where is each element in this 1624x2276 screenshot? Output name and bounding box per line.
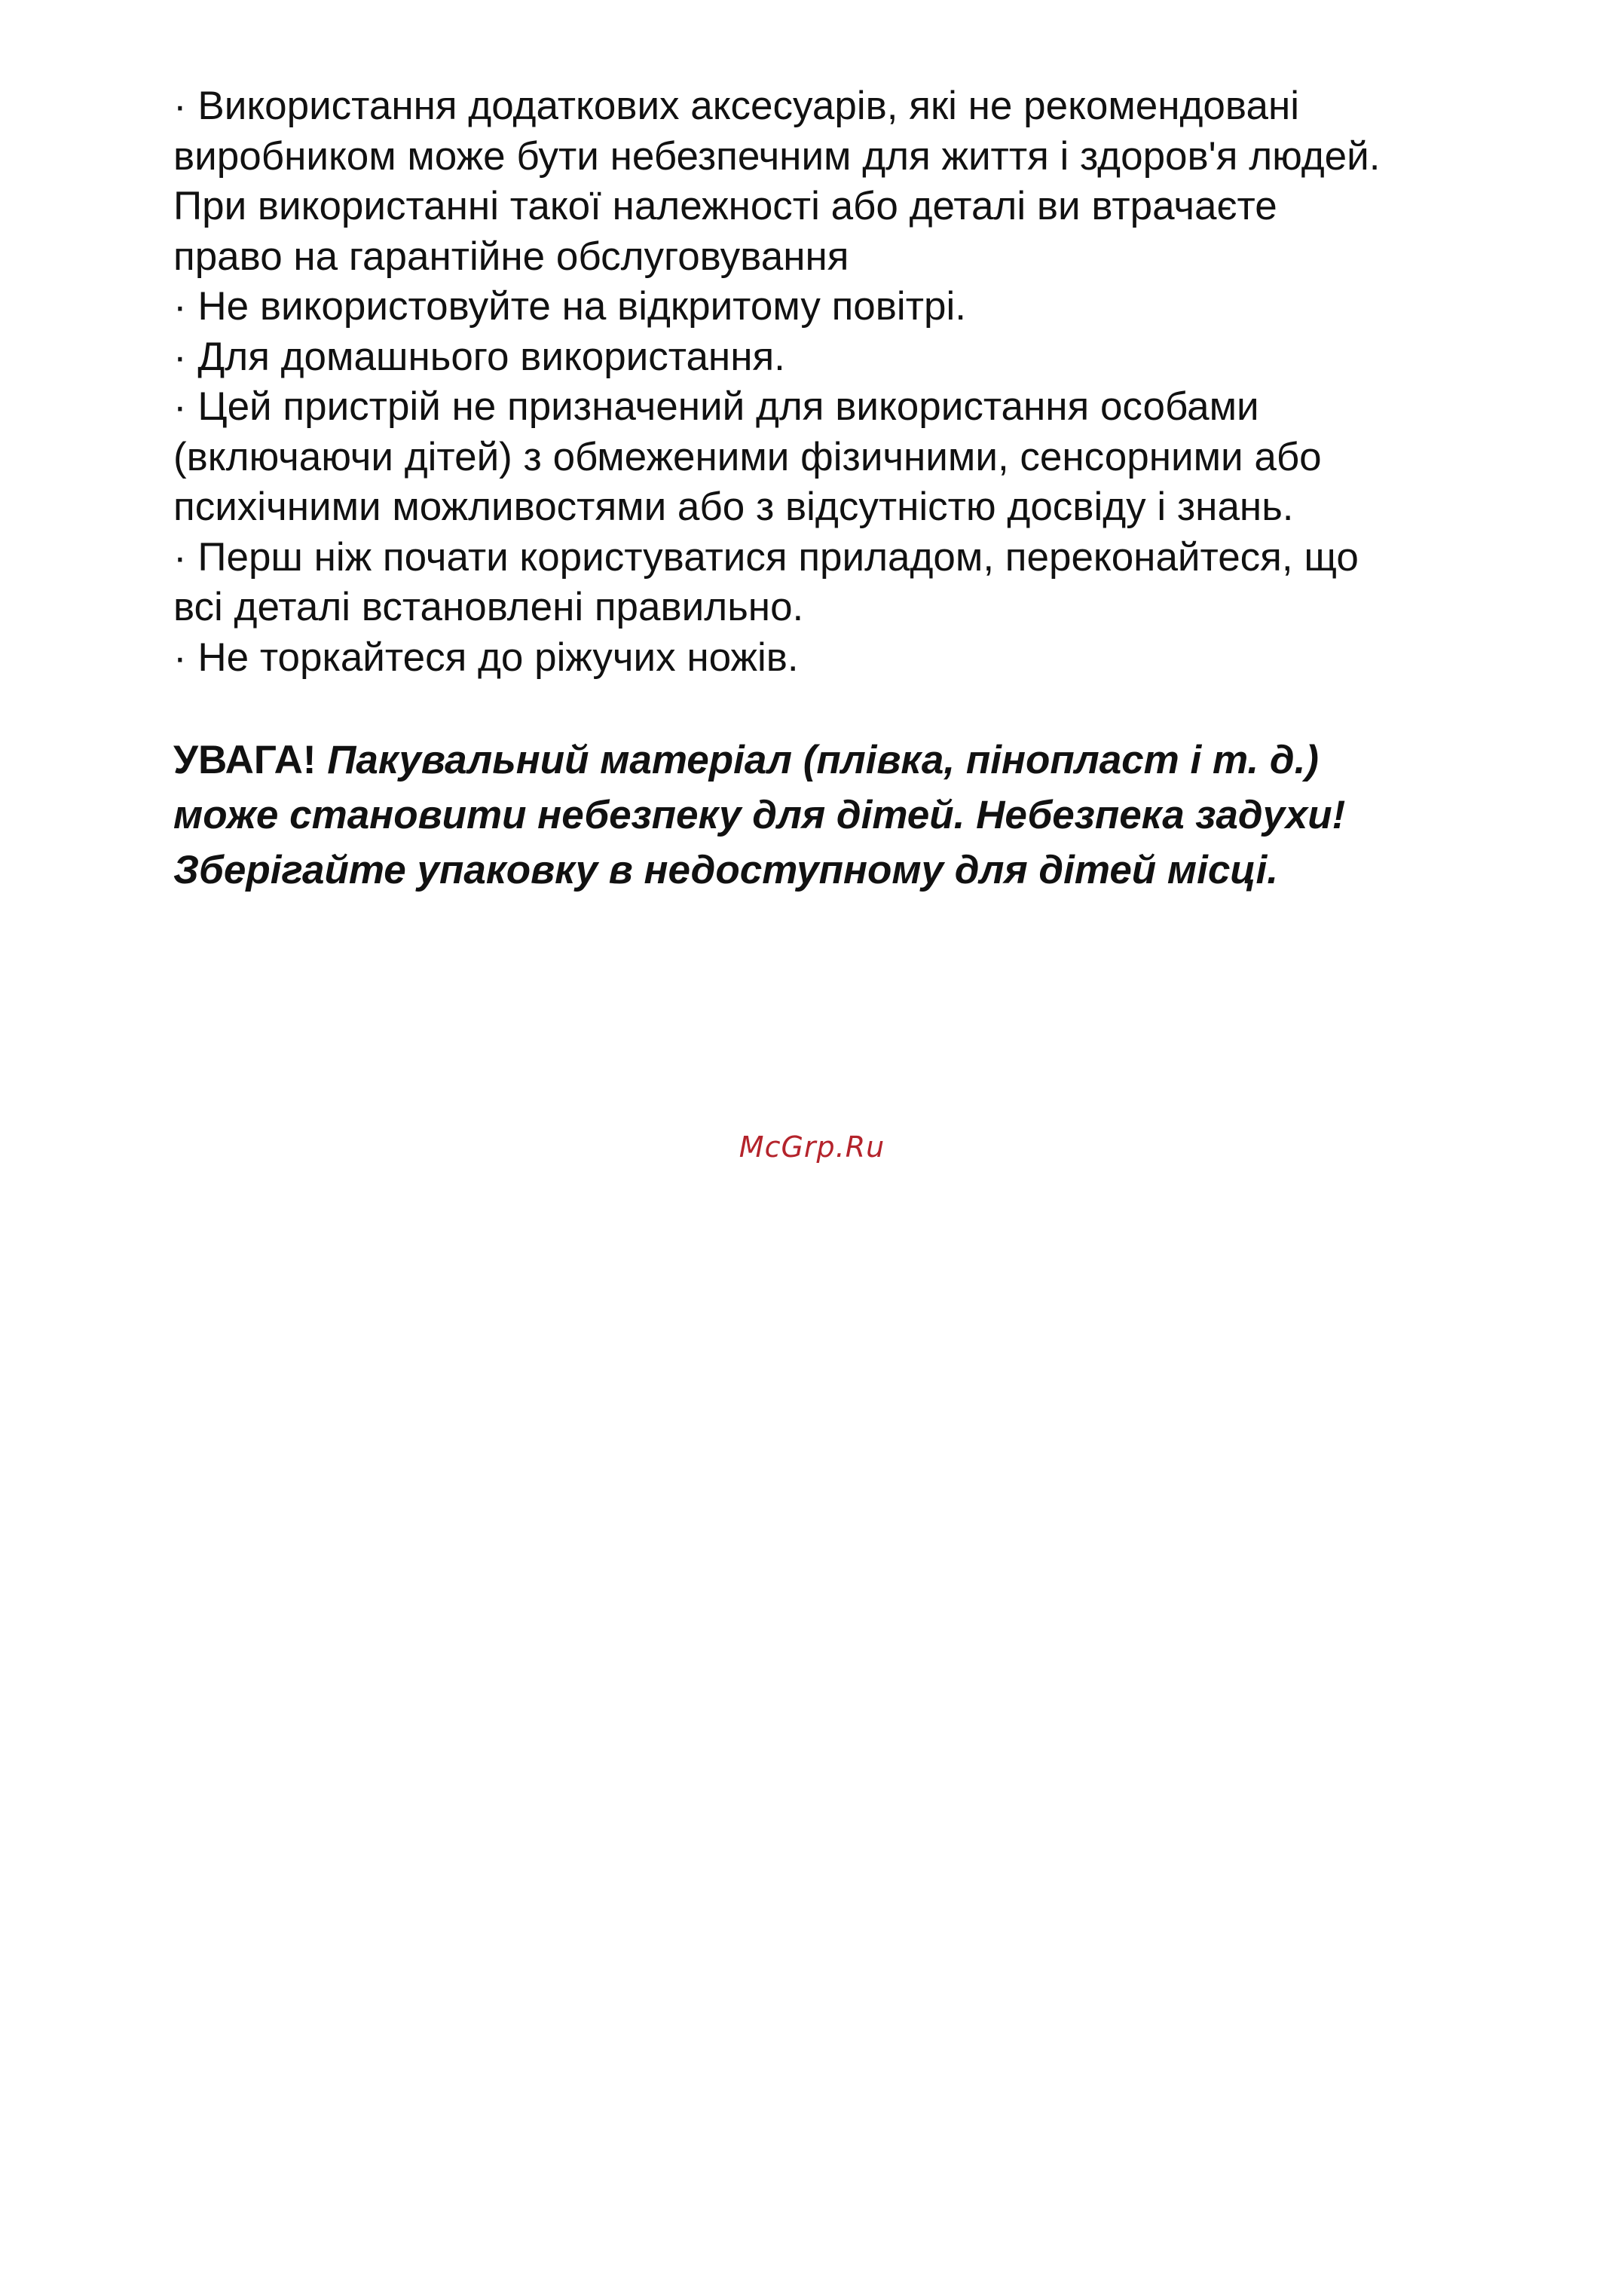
text-line: · Для домашнього використання. — [173, 334, 785, 379]
text-line: (включаючи дітей) з обмеженими фізичними, сенсорними або — [173, 434, 1322, 479]
watermark: McGrp.Ru — [739, 1130, 885, 1164]
text-line: всі деталі встановлені правильно. — [173, 585, 804, 629]
warning-block — [173, 733, 1590, 898]
text-line: · Не використовуйте на відкритому повітрі. — [173, 284, 966, 329]
warning-text: Пакувальний матеріал (плівка, пінопласт і т. д.) — [327, 738, 1319, 782]
text-line: · Перш ніж почати користуватися приладом, переконайтеся, що — [173, 534, 1359, 580]
warning-line: може становити небезпеку для дітей. Небезпека задухи! — [173, 793, 1346, 837]
text-line: · Використання додаткових аксесуарів, які не рекомендовані — [173, 84, 1299, 128]
warning-line: Зберігайте упаковку в недоступному для дітей місці. — [173, 848, 1278, 892]
warning-label: УВАГА! — [173, 738, 317, 782]
text-line: · Цей пристрій не призначений для використання особами — [173, 384, 1259, 429]
text-line: виробником може бути небезпечним для життя і здоров'я людей. — [173, 133, 1381, 179]
text-line: При використанні такої належності або деталі ви втрачаєте — [173, 184, 1277, 228]
text-line: · Не торкайтеся до ріжучих ножів. — [173, 635, 799, 680]
text-line: право на гарантійне обслуговування — [173, 234, 849, 279]
document-body — [173, 81, 1590, 898]
safety-instructions — [173, 81, 1590, 683]
warning-line — [173, 733, 1590, 788]
text-line: психічними можливостями або з відсутністю досвіду і знань. — [173, 485, 1294, 529]
